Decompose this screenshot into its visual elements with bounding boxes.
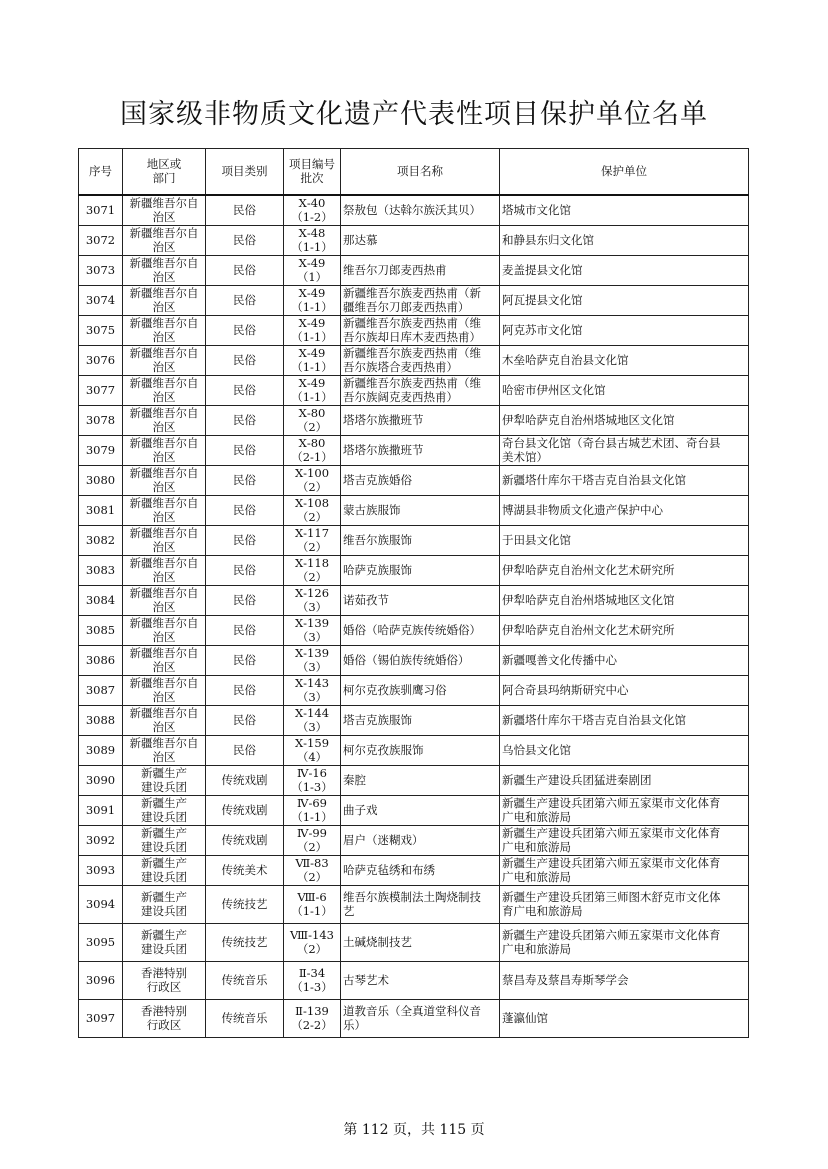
cell-no: 3096 <box>79 962 123 1000</box>
cell-protection-unit: 阿瓦提县文化馆 <box>500 286 749 316</box>
cell-project-name: 塔塔尔族撒班节 <box>341 436 500 466</box>
table-row <box>79 796 749 826</box>
cell-code: Ⅳ-99 （2） <box>284 826 341 856</box>
cell-category: 传统美术 <box>206 856 284 886</box>
cell-region: 新疆维吾尔自 治区 <box>123 496 206 526</box>
cell-no: 3073 <box>79 256 123 286</box>
cell-category: 民俗 <box>206 736 284 766</box>
cell-code: Ⅳ-16 （1-3） <box>284 766 341 796</box>
cell-project-name: 新疆维吾尔族麦西热甫（维 吾尔族却日库木麦西热甫） <box>341 316 500 346</box>
cell-category: 民俗 <box>206 256 284 286</box>
cell-no: 3093 <box>79 856 123 886</box>
cell-protection-unit: 蔡昌寿及蔡昌寿斯琴学会 <box>500 962 749 1000</box>
cell-project-name: 塔吉克族服饰 <box>341 706 500 736</box>
cell-code: Ⅷ-6 （1-1） <box>284 886 341 924</box>
cell-project-name: 新疆维吾尔族麦西热甫（维 吾尔族塔合麦西热甫） <box>341 346 500 376</box>
cell-code: Ⅷ-143 （2） <box>284 924 341 962</box>
header-code: 项目编号 批次 <box>284 149 341 196</box>
cell-code: Ⅹ-49 （1） <box>284 256 341 286</box>
cell-region: 新疆生产 建设兵团 <box>123 856 206 886</box>
cell-no: 3092 <box>79 826 123 856</box>
cell-no: 3087 <box>79 676 123 706</box>
table-row <box>79 962 749 1000</box>
table-row <box>79 886 749 924</box>
cell-region: 新疆维吾尔自 治区 <box>123 466 206 496</box>
cell-region: 新疆维吾尔自 治区 <box>123 406 206 436</box>
table-row <box>79 924 749 962</box>
table-row <box>79 496 749 526</box>
cell-project-name: 祭敖包（达斡尔族沃其贝） <box>341 195 500 226</box>
cell-protection-unit: 新疆生产建设兵团第六师五家渠市文化体育 广电和旅游局 <box>500 796 749 826</box>
table-row <box>79 286 749 316</box>
page-title: 国家级非物质文化遗产代表性项目保护单位名单 <box>120 99 708 130</box>
cell-category: 传统戏剧 <box>206 796 284 826</box>
cell-protection-unit: 新疆嘎善文化传播中心 <box>500 646 749 676</box>
table-row <box>79 256 749 286</box>
cell-category: 传统戏剧 <box>206 766 284 796</box>
table-row <box>79 676 749 706</box>
cell-code: Ⅹ-100 （2） <box>284 466 341 496</box>
cell-region: 新疆生产 建设兵团 <box>123 826 206 856</box>
cell-no: 3078 <box>79 406 123 436</box>
cell-category: 民俗 <box>206 586 284 616</box>
cell-code: Ⅳ-69 （1-1） <box>284 796 341 826</box>
cell-category: 民俗 <box>206 466 284 496</box>
cell-protection-unit: 于田县文化馆 <box>500 526 749 556</box>
cell-code: Ⅹ-49 （1-1） <box>284 316 341 346</box>
cell-protection-unit: 奇台县文化馆（奇台县古城艺术团、奇台县 美术馆） <box>500 436 749 466</box>
cell-project-name: 哈萨克毡绣和布绣 <box>341 856 500 886</box>
cell-protection-unit: 和静县东归文化馆 <box>500 226 749 256</box>
table-row <box>79 766 749 796</box>
cell-project-name: 维吾尔刀郎麦西热甫 <box>341 256 500 286</box>
cell-region: 新疆维吾尔自 治区 <box>123 616 206 646</box>
cell-region: 新疆维吾尔自 治区 <box>123 286 206 316</box>
table-row <box>79 226 749 256</box>
cell-project-name: 婚俗（锡伯族传统婚俗） <box>341 646 500 676</box>
page-footer: 第 112 页，共 115 页 <box>343 1122 485 1138</box>
table-row <box>79 376 749 406</box>
cell-category: 民俗 <box>206 706 284 736</box>
cell-no: 3081 <box>79 496 123 526</box>
cell-code: Ⅶ-83 （2） <box>284 856 341 886</box>
cell-region: 新疆生产 建设兵团 <box>123 796 206 826</box>
cell-no: 3082 <box>79 526 123 556</box>
cell-code: Ⅹ-49 （1-1） <box>284 346 341 376</box>
cell-protection-unit: 新疆生产建设兵团第六师五家渠市文化体育 广电和旅游局 <box>500 856 749 886</box>
cell-project-name: 土碱烧制技艺 <box>341 924 500 962</box>
cell-code: Ⅹ-139 （3） <box>284 646 341 676</box>
cell-region: 新疆维吾尔自 治区 <box>123 226 206 256</box>
cell-region: 新疆维吾尔自 治区 <box>123 316 206 346</box>
cell-protection-unit: 阿克苏市文化馆 <box>500 316 749 346</box>
cell-project-name: 婚俗（哈萨克族传统婚俗） <box>341 616 500 646</box>
cell-category: 传统技艺 <box>206 886 284 924</box>
cell-category: 民俗 <box>206 526 284 556</box>
cell-project-name: 塔吉克族婚俗 <box>341 466 500 496</box>
table-row <box>79 826 749 856</box>
header-region: 地区或 部门 <box>123 149 206 196</box>
cell-protection-unit: 木垒哈萨克自治县文化馆 <box>500 346 749 376</box>
cell-category: 民俗 <box>206 436 284 466</box>
cell-no: 3089 <box>79 736 123 766</box>
cell-protection-unit: 伊犁哈萨克自治州文化艺术研究所 <box>500 556 749 586</box>
cell-category: 民俗 <box>206 316 284 346</box>
table-row <box>79 706 749 736</box>
cell-project-name: 秦腔 <box>341 766 500 796</box>
cell-code: Ⅹ-139 （3） <box>284 616 341 646</box>
cell-category: 民俗 <box>206 646 284 676</box>
cell-code: Ⅹ-117 （2） <box>284 526 341 556</box>
cell-category: 民俗 <box>206 346 284 376</box>
table-row <box>79 616 749 646</box>
cell-protection-unit: 阿合奇县玛纳斯研究中心 <box>500 676 749 706</box>
header-category: 项目类别 <box>206 149 284 196</box>
cell-project-name: 眉户（迷糊戏） <box>341 826 500 856</box>
table-row <box>79 466 749 496</box>
cell-region: 新疆维吾尔自 治区 <box>123 376 206 406</box>
cell-code: Ⅹ-80 （2-1） <box>284 436 341 466</box>
cell-category: 传统戏剧 <box>206 826 284 856</box>
cell-no: 3095 <box>79 924 123 962</box>
table-row <box>79 586 749 616</box>
cell-region: 新疆维吾尔自 治区 <box>123 195 206 226</box>
table-row <box>79 736 749 766</box>
cell-region: 新疆维吾尔自 治区 <box>123 556 206 586</box>
cell-code: Ⅹ-118 （2） <box>284 556 341 586</box>
cell-project-name: 塔塔尔族撒班节 <box>341 406 500 436</box>
cell-category: 传统音乐 <box>206 962 284 1000</box>
table-header-row <box>79 149 749 196</box>
cell-protection-unit: 新疆生产建设兵团第六师五家渠市文化体育 广电和旅游局 <box>500 924 749 962</box>
cell-project-name: 古琴艺术 <box>341 962 500 1000</box>
cell-protection-unit: 伊犁哈萨克自治州文化艺术研究所 <box>500 616 749 646</box>
cell-no: 3080 <box>79 466 123 496</box>
cell-region: 香港特别 行政区 <box>123 1000 206 1038</box>
cell-protection-unit: 新疆塔什库尔干塔吉克自治县文化馆 <box>500 706 749 736</box>
cell-no: 3091 <box>79 796 123 826</box>
cell-protection-unit: 新疆生产建设兵团猛进秦剧团 <box>500 766 749 796</box>
cell-project-name: 蒙古族服饰 <box>341 496 500 526</box>
cell-code: Ⅱ-34 （1-3） <box>284 962 341 1000</box>
header-unit: 保护单位 <box>500 149 749 196</box>
cell-no: 3090 <box>79 766 123 796</box>
cell-project-name: 曲子戏 <box>341 796 500 826</box>
cell-category: 民俗 <box>206 676 284 706</box>
cell-region: 新疆生产 建设兵团 <box>123 886 206 924</box>
cell-protection-unit: 新疆生产建设兵团第三师图木舒克市文化体 育广电和旅游局 <box>500 886 749 924</box>
cell-code: Ⅹ-144 （3） <box>284 706 341 736</box>
heritage-table <box>78 148 749 1038</box>
table-row <box>79 346 749 376</box>
cell-code: Ⅹ-80 （2） <box>284 406 341 436</box>
table-row <box>79 316 749 346</box>
cell-protection-unit: 塔城市文化馆 <box>500 195 749 226</box>
table-row <box>79 406 749 436</box>
cell-protection-unit: 哈密市伊州区文化馆 <box>500 376 749 406</box>
cell-no: 3079 <box>79 436 123 466</box>
cell-protection-unit: 新疆塔什库尔干塔吉克自治县文化馆 <box>500 466 749 496</box>
cell-category: 民俗 <box>206 286 284 316</box>
table-body <box>79 195 749 1038</box>
cell-no: 3097 <box>79 1000 123 1038</box>
cell-code: Ⅹ-49 （1-1） <box>284 376 341 406</box>
cell-project-name: 道教音乐（全真道堂科仪音 乐） <box>341 1000 500 1038</box>
table-row <box>79 1000 749 1038</box>
cell-project-name: 那达慕 <box>341 226 500 256</box>
cell-region: 新疆维吾尔自 治区 <box>123 256 206 286</box>
cell-code: Ⅹ-143 （3） <box>284 676 341 706</box>
cell-category: 民俗 <box>206 226 284 256</box>
cell-code: Ⅱ-139 （2-2） <box>284 1000 341 1038</box>
cell-no: 3088 <box>79 706 123 736</box>
cell-protection-unit: 伊犁哈萨克自治州塔城地区文化馆 <box>500 586 749 616</box>
cell-region: 新疆维吾尔自 治区 <box>123 706 206 736</box>
cell-no: 3071 <box>79 195 123 226</box>
table-row <box>79 646 749 676</box>
cell-category: 民俗 <box>206 496 284 526</box>
cell-no: 3077 <box>79 376 123 406</box>
table-row <box>79 436 749 466</box>
cell-project-name: 维吾尔族服饰 <box>341 526 500 556</box>
cell-project-name: 哈萨克族服饰 <box>341 556 500 586</box>
cell-region: 新疆生产 建设兵团 <box>123 924 206 962</box>
cell-region: 新疆维吾尔自 治区 <box>123 736 206 766</box>
cell-no: 3085 <box>79 616 123 646</box>
cell-category: 传统音乐 <box>206 1000 284 1038</box>
cell-no: 3075 <box>79 316 123 346</box>
cell-protection-unit: 博湖县非物质文化遗产保护中心 <box>500 496 749 526</box>
cell-code: Ⅹ-126 （3） <box>284 586 341 616</box>
cell-region: 新疆维吾尔自 治区 <box>123 346 206 376</box>
cell-category: 民俗 <box>206 376 284 406</box>
cell-no: 3072 <box>79 226 123 256</box>
table-row <box>79 526 749 556</box>
cell-code: Ⅹ-48 （1-1） <box>284 226 341 256</box>
cell-project-name: 新疆维吾尔族麦西热甫（维 吾尔族阔克麦西热甫） <box>341 376 500 406</box>
cell-category: 传统技艺 <box>206 924 284 962</box>
cell-project-name: 维吾尔族模制法土陶烧制技 艺 <box>341 886 500 924</box>
cell-code: Ⅹ-40 （1-2） <box>284 195 341 226</box>
cell-region: 新疆维吾尔自 治区 <box>123 646 206 676</box>
cell-region: 新疆维吾尔自 治区 <box>123 436 206 466</box>
cell-code: Ⅹ-49 （1-1） <box>284 286 341 316</box>
table-row <box>79 195 749 226</box>
cell-code: Ⅹ-159 （4） <box>284 736 341 766</box>
cell-protection-unit: 乌恰县文化馆 <box>500 736 749 766</box>
cell-region: 新疆维吾尔自 治区 <box>123 676 206 706</box>
cell-protection-unit: 新疆生产建设兵团第六师五家渠市文化体育 广电和旅游局 <box>500 826 749 856</box>
table-row <box>79 556 749 586</box>
cell-category: 民俗 <box>206 406 284 436</box>
cell-protection-unit: 蓬瀛仙馆 <box>500 1000 749 1038</box>
cell-region: 新疆生产 建设兵团 <box>123 766 206 796</box>
cell-category: 民俗 <box>206 195 284 226</box>
cell-region: 香港特别 行政区 <box>123 962 206 1000</box>
cell-no: 3086 <box>79 646 123 676</box>
cell-project-name: 柯尔克孜族服饰 <box>341 736 500 766</box>
cell-no: 3076 <box>79 346 123 376</box>
header-name: 项目名称 <box>341 149 500 196</box>
header-no: 序号 <box>79 149 123 196</box>
cell-project-name: 诺茹孜节 <box>341 586 500 616</box>
cell-no: 3083 <box>79 556 123 586</box>
cell-protection-unit: 伊犁哈萨克自治州塔城地区文化馆 <box>500 406 749 436</box>
cell-code: Ⅹ-108 （2） <box>284 496 341 526</box>
table-row <box>79 856 749 886</box>
cell-no: 3074 <box>79 286 123 316</box>
cell-protection-unit: 麦盖提县文化馆 <box>500 256 749 286</box>
cell-project-name: 柯尔克孜族驯鹰习俗 <box>341 676 500 706</box>
cell-no: 3094 <box>79 886 123 924</box>
cell-region: 新疆维吾尔自 治区 <box>123 586 206 616</box>
cell-no: 3084 <box>79 586 123 616</box>
cell-category: 民俗 <box>206 616 284 646</box>
cell-category: 民俗 <box>206 556 284 586</box>
cell-region: 新疆维吾尔自 治区 <box>123 526 206 556</box>
cell-project-name: 新疆维吾尔族麦西热甫（新 疆维吾尔刀郎麦西热甫） <box>341 286 500 316</box>
